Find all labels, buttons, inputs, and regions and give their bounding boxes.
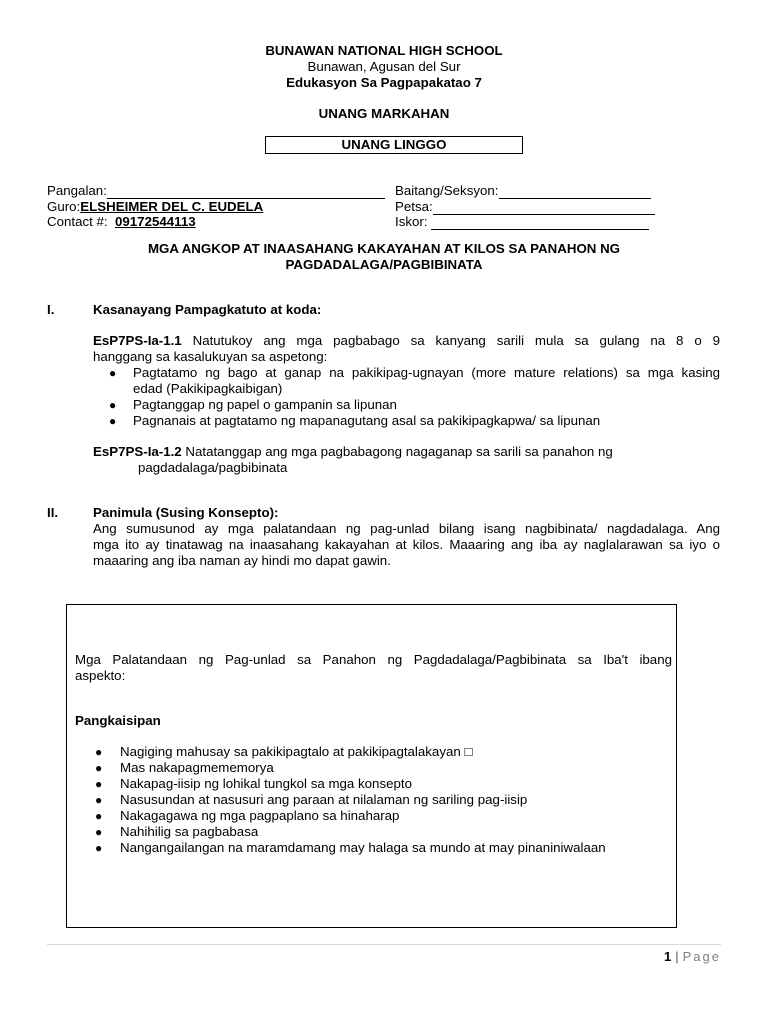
- bullet-dot: ●: [95, 745, 103, 759]
- school-name: BUNAWAN NATIONAL HIGH SCHOOL: [265, 43, 503, 58]
- intro-line2: mga ito ay tinatawag na inaasahang kakayahan at kilos. Maaaring ang iba ay naglalarawan sa iyo o: [93, 537, 720, 552]
- section1-number: I.: [47, 302, 55, 317]
- box-intro-line1: Mga Palatandaan ng Pag-unlad sa Panahon ng Pagdadalaga/Pagbibinata sa Iba't ibang: [75, 652, 672, 667]
- bullet-text: Nahihilig sa pagbabasa: [120, 824, 259, 839]
- grade-blank[interactable]: [499, 185, 651, 199]
- bullet-text: Nakapag-iisip ng lohikal tungkol sa mga konsepto: [120, 776, 412, 791]
- competency-1-bullets: [93, 365, 720, 429]
- subject-title: Edukasyon Sa Pagpapakatao 7: [286, 75, 482, 90]
- week-box: [265, 136, 523, 154]
- list-item: [75, 840, 672, 856]
- footer-separator: |: [675, 949, 679, 964]
- bullet-dot: ●: [95, 761, 103, 775]
- teacher-label: Guro:: [47, 199, 81, 214]
- competency-1-line1: [93, 333, 720, 349]
- bullet-text: Nasusundan at nasusuri ang paraan at nilalaman ng sariling pag-iisip: [120, 792, 528, 807]
- footer-divider: [47, 944, 721, 945]
- section2-heading: Panimula (Susing Konsepto):: [93, 505, 279, 520]
- bullet-dot: ●: [95, 825, 103, 839]
- list-item: [75, 760, 672, 776]
- concept-box: [66, 604, 677, 928]
- name-row: [47, 183, 385, 199]
- page-footer: [664, 949, 721, 964]
- date-blank[interactable]: [433, 201, 655, 215]
- school-location: Bunawan, Agusan del Sur: [307, 59, 461, 74]
- bullet-text: Pagtanggap ng papel o gampanin sa lipunan: [133, 397, 397, 412]
- bullet-text: Nangangailangan na maramdamang may halaga sa mundo at may pinaniniwalaan: [120, 840, 606, 855]
- date-label: Petsa:: [395, 199, 433, 214]
- competency-2-code: EsP7PS-Ia-1.2: [93, 444, 182, 459]
- list-item: [93, 365, 720, 397]
- bullet-text: Nagiging mahusay sa pakikipagtalo at pakikipagtalakayan □: [120, 744, 473, 759]
- bullet-text-line1: Pagtatamo ng bago at ganap na pakikipag-ugnayan (more mature relations) sa mga kasing: [133, 365, 720, 380]
- box-heading: Pangkaisipan: [75, 713, 161, 728]
- name-blank[interactable]: [107, 185, 385, 199]
- page-number: 1: [664, 949, 672, 964]
- intro-line1: Ang sumusunod ay mga palatandaan ng pag-unlad bilang isang nagbibinata/ nagdadalaga. Ang: [93, 521, 720, 536]
- competency-1-code: EsP7PS-Ia-1.1: [93, 333, 182, 348]
- bullet-dot: ●: [109, 414, 117, 428]
- list-item: [75, 808, 672, 824]
- competency-1-line2: hanggang sa kasalukuyan sa aspetong:: [93, 349, 328, 364]
- bullet-dot: ●: [109, 366, 117, 380]
- grade-row: [395, 183, 651, 199]
- teacher-name: ELSHEIMER DEL C. EUDELA: [80, 199, 264, 214]
- teacher-row: [47, 199, 275, 215]
- bullet-dot: ●: [95, 777, 103, 791]
- intro-line3: maaaring ang iba naman ay hindi mo dapat gawin.: [93, 553, 391, 568]
- bullet-text: Nakagagawa ng mga pagpaplano sa hinaharap: [120, 808, 400, 823]
- score-row: [395, 214, 649, 230]
- competency-2-text: Natatanggap ang mga pagbabagong nagaganap sa sarili sa panahon ng: [181, 444, 613, 459]
- page-word: Page: [682, 949, 721, 964]
- week-label: UNANG LINGGO: [341, 137, 447, 152]
- list-item: [75, 824, 672, 840]
- score-blank[interactable]: [431, 216, 649, 230]
- name-label: Pangalan:: [47, 183, 107, 198]
- contact-label: Contact #:: [47, 214, 108, 229]
- bullet-dot: ●: [109, 398, 117, 412]
- list-item: [75, 776, 672, 792]
- competency-2-line2: pagdadalaga/pagbibinata: [138, 460, 288, 475]
- date-row: [395, 199, 655, 215]
- quarter-title: UNANG MARKAHAN: [318, 106, 450, 121]
- list-item: [75, 792, 672, 808]
- lesson-title-line2: PAGDADALAGA/PAGBIBINATA: [285, 257, 483, 272]
- box-intro-line2: aspekto:: [75, 668, 126, 683]
- grade-label: Baitang/Seksyon:: [395, 183, 499, 198]
- score-label: Iskor:: [395, 214, 428, 229]
- box-bullets: [75, 744, 672, 856]
- list-item: [75, 744, 672, 760]
- list-item: [93, 397, 720, 413]
- bullet-text: Mas nakapagmememorya: [120, 760, 274, 775]
- bullet-text-line2: edad (Pakikipagkaibigan): [133, 381, 283, 396]
- contact-row: [47, 214, 222, 230]
- bullet-dot: ●: [95, 809, 103, 823]
- bullet-dot: ●: [95, 841, 103, 855]
- section2-number: II.: [47, 505, 59, 520]
- bullet-dot: ●: [95, 793, 103, 807]
- competency-2-line1: [93, 444, 613, 459]
- bullet-text: Pagnanais at pagtatamo ng mapanagutang asal sa pakikipagkapwa/ sa lipunan: [133, 413, 601, 428]
- competency-1-text: Natutukoy ang mga pagbabago sa kanyang sarili mula sa gulang na 8 o 9: [181, 333, 720, 348]
- contact-number: 09172544113: [115, 214, 196, 229]
- lesson-title-line1: MGA ANGKOP AT INAASAHANG KAKAYAHAN AT KILOS SA PANAHON NG: [147, 241, 621, 256]
- list-item: [93, 413, 720, 429]
- section1-heading: Kasanayang Pampagkatuto at koda:: [93, 302, 322, 317]
